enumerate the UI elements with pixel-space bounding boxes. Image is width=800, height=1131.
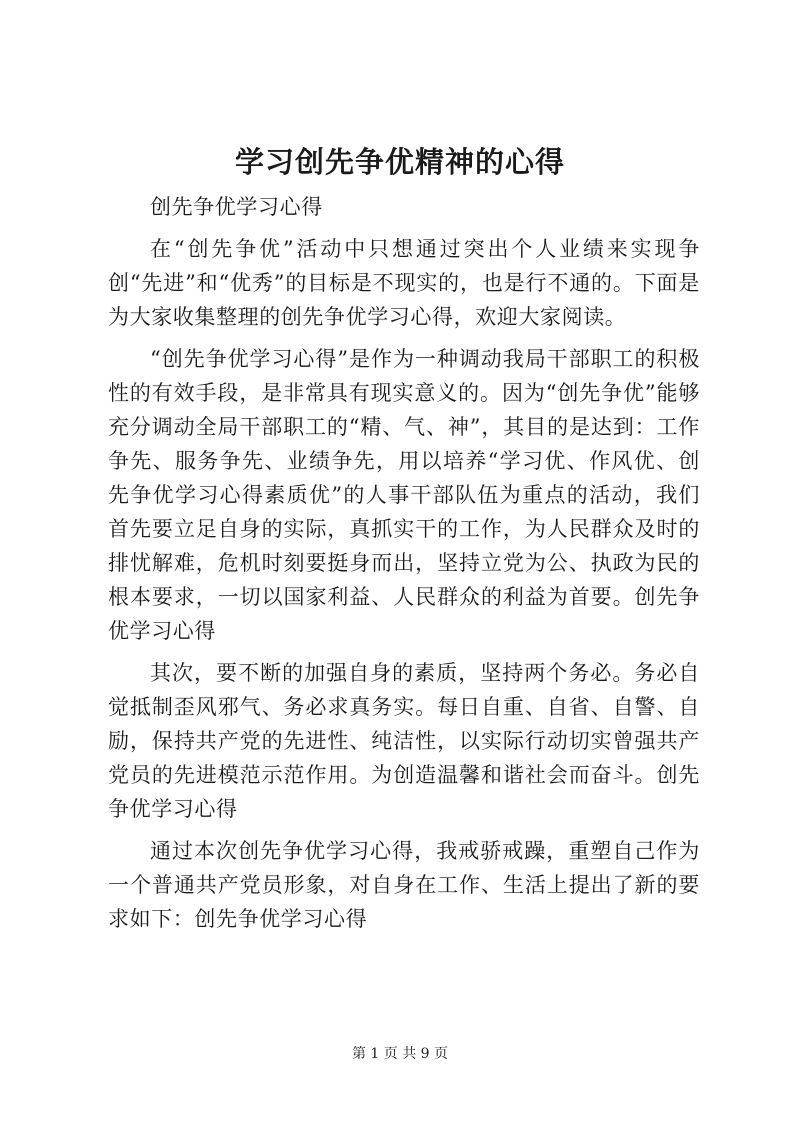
paragraph-third: 通过本次创先争优学习心得，我戒骄戒躁，重塑自己作为一个普通共产党员形象，对自身在工作、生活上提出了新的要求如下：创先争优学习心得: [108, 839, 700, 931]
paragraph-main: “创先争优学习心得”是作为一种调动我局干部职工的积极性的有效手段，是非常具有现实意义的。因为“创先争优”能够充分调动全局干部职工的“精、气、神”，其目的是达到：工作争先、服务争先、业绩争先，用以培养“学习优、作风优、创先争优学习心得素质优”的人事干部队伍为重点的活动，我们首先要立足自身的实际，真抓实干的工作，为人民群众及时的排忧解难，危机时刻要挺身而出，坚持立党为公、执政为民的根本要求，一切以国家利益、人民群众的利益为首要。创先争优学习心得: [108, 347, 700, 643]
document-title: 学习创先争优精神的心得: [234, 145, 565, 179]
paragraph-intro: 在“创先争优”活动中只想通过突出个人业绩来实现争创“先进”和“优秀”的目标是不现实的，也是行不通的。下面是为大家收集整理的创先争优学习心得，欢迎大家阅读。: [108, 237, 700, 329]
page-footer: 第 1 页 共 9 页: [351, 1046, 449, 1062]
paragraph-second: 其次，要不断的加强自身的素质，坚持两个务必。务必自觉抵制歪风邪气、务必求真务实。每日自重、自省、自警、自励，保持共产党的先进性、纯洁性，以实际行动切实曾强共产党员的先进模范示范作用。为创造温馨和谐社会而奋斗。创先争优学习心得: [108, 661, 700, 821]
paragraph-subtitle: 创先争优学习心得: [150, 195, 323, 219]
document-body: [108, 190, 700, 936]
